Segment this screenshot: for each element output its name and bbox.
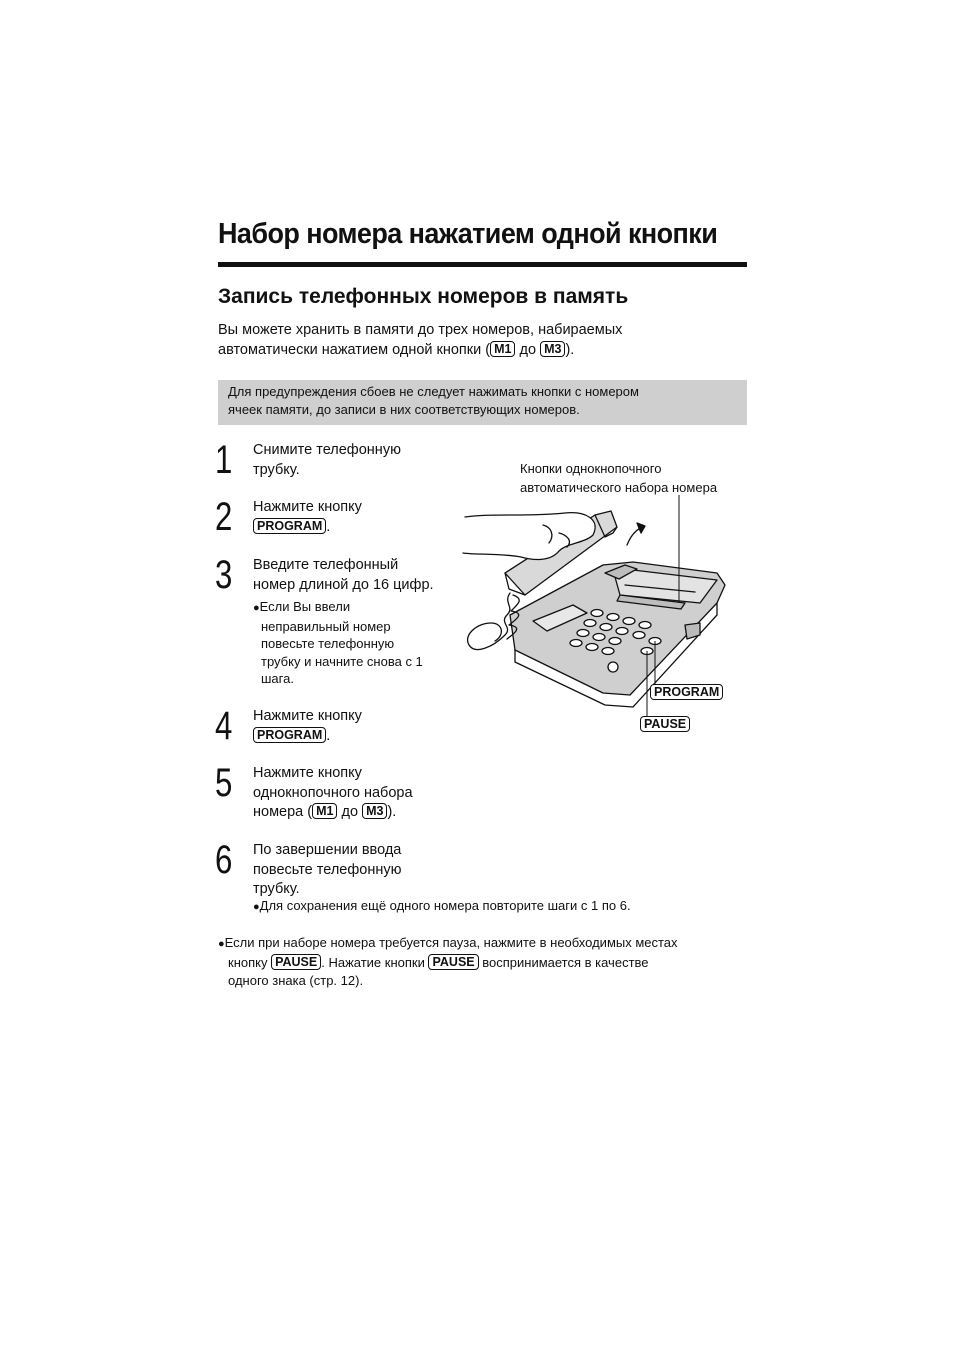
section-subtitle: Запись телефонных номеров в память <box>218 285 629 308</box>
step-text <box>253 764 473 823</box>
bullet-icon: ● <box>218 938 225 950</box>
footer-line-1 <box>218 934 758 954</box>
note-line-2: ячеек памяти, до записи в них соответствующих номеров. <box>228 402 580 417</box>
coiled-cord <box>468 593 510 650</box>
key-m3: M3 <box>362 803 387 819</box>
step-text-part: номера ( <box>253 804 313 820</box>
bullet-text: Для сохранения ещё одного номера повторите шаги с 1 по 6. <box>259 898 631 913</box>
pause-button-label: PAUSE <box>640 716 690 732</box>
footer-text: . Нажатие кнопки <box>321 954 429 970</box>
step-line: трубку. <box>253 461 300 478</box>
intro-text: до <box>515 342 541 358</box>
step-6-bullet <box>253 898 631 913</box>
step-number: 6 <box>215 838 233 882</box>
bullet-line: трубку и начните снова с 1 <box>261 653 423 669</box>
intro-paragraph <box>218 320 758 360</box>
footer-line-2 <box>218 954 758 973</box>
bullet-line <box>253 598 453 618</box>
step-line <box>253 727 473 747</box>
footer-text: кнопку <box>228 954 272 970</box>
note-line-1: Для предупреждения сбоев не следует нажимать кнопки с номером <box>228 384 639 399</box>
key-program: PROGRAM <box>253 727 326 743</box>
step-number: 5 <box>215 761 233 805</box>
step-line <box>253 803 473 823</box>
step-line: По завершении ввода <box>253 842 402 858</box>
caption-line: Кнопки однокнопочного <box>520 461 662 476</box>
step-text-part: ). <box>387 804 397 820</box>
bullet-text: Если Вы ввели <box>259 599 351 614</box>
step-line: однокнопочного набора <box>253 784 413 801</box>
intro-text: ). <box>565 342 575 358</box>
key-m1: M1 <box>312 803 337 819</box>
diagram-caption <box>520 460 717 497</box>
step-text-tail: . <box>326 518 331 535</box>
title-rule <box>218 262 747 267</box>
key-m1: M1 <box>490 341 515 357</box>
step-line: Снимите телефонную <box>253 442 401 458</box>
bullet-icon: ● <box>253 901 260 913</box>
bullet-line: шага. <box>261 671 294 686</box>
footer-line-3: одного знака (стр. 12). <box>228 973 364 988</box>
step-text-tail: . <box>326 727 331 744</box>
step-text <box>253 841 473 900</box>
key-program: PROGRAM <box>253 518 326 534</box>
footer-text: Если при наборе номера требуется пауза, нажмите в необходимых местах <box>224 935 678 950</box>
step-text <box>253 556 473 595</box>
key-m3: M3 <box>540 341 565 357</box>
bullet-line: неправильный номер <box>261 618 391 634</box>
pause-note <box>218 934 758 991</box>
bullet-line: повесьте телефонную <box>261 636 395 651</box>
page-title: Набор номера нажатием одной кнопки <box>218 218 718 250</box>
step-line: номер длиной до 16 цифр. <box>253 576 434 593</box>
step-line: повесьте телефонную <box>253 861 402 878</box>
step-line: Введите телефонный <box>253 557 399 573</box>
warning-note-box <box>218 380 747 425</box>
intro-text: автоматически нажатием одной кнопки ( <box>218 342 491 358</box>
intro-line-1: Вы можете хранить в памяти до трех номеров, набираемых <box>218 322 623 338</box>
step-line: Нажмите кнопку <box>253 708 362 724</box>
key-pause: PAUSE <box>271 954 321 970</box>
program-button-label: PROGRAM <box>650 684 723 700</box>
step-3-bullet <box>253 598 453 688</box>
step-number: 2 <box>215 495 233 539</box>
step-text <box>253 498 473 537</box>
intro-line-2 <box>218 340 758 360</box>
step-number: 4 <box>215 704 233 748</box>
step-line: трубку. <box>253 881 300 897</box>
step-text <box>253 707 473 746</box>
footer-text: воспринимается в качестве <box>478 954 649 970</box>
bullet-icon: ● <box>253 602 260 614</box>
key-pause: PAUSE <box>428 954 478 970</box>
step-line: Нажмите кнопку <box>253 765 362 781</box>
step-number: 3 <box>215 553 233 597</box>
step-text-part: до <box>337 804 363 820</box>
step-text <box>253 441 473 480</box>
step-number: 1 <box>215 438 233 482</box>
caption-line: автоматического набора номера <box>520 479 718 495</box>
step-line: Нажмите кнопку <box>253 499 362 515</box>
step-line <box>253 518 473 538</box>
